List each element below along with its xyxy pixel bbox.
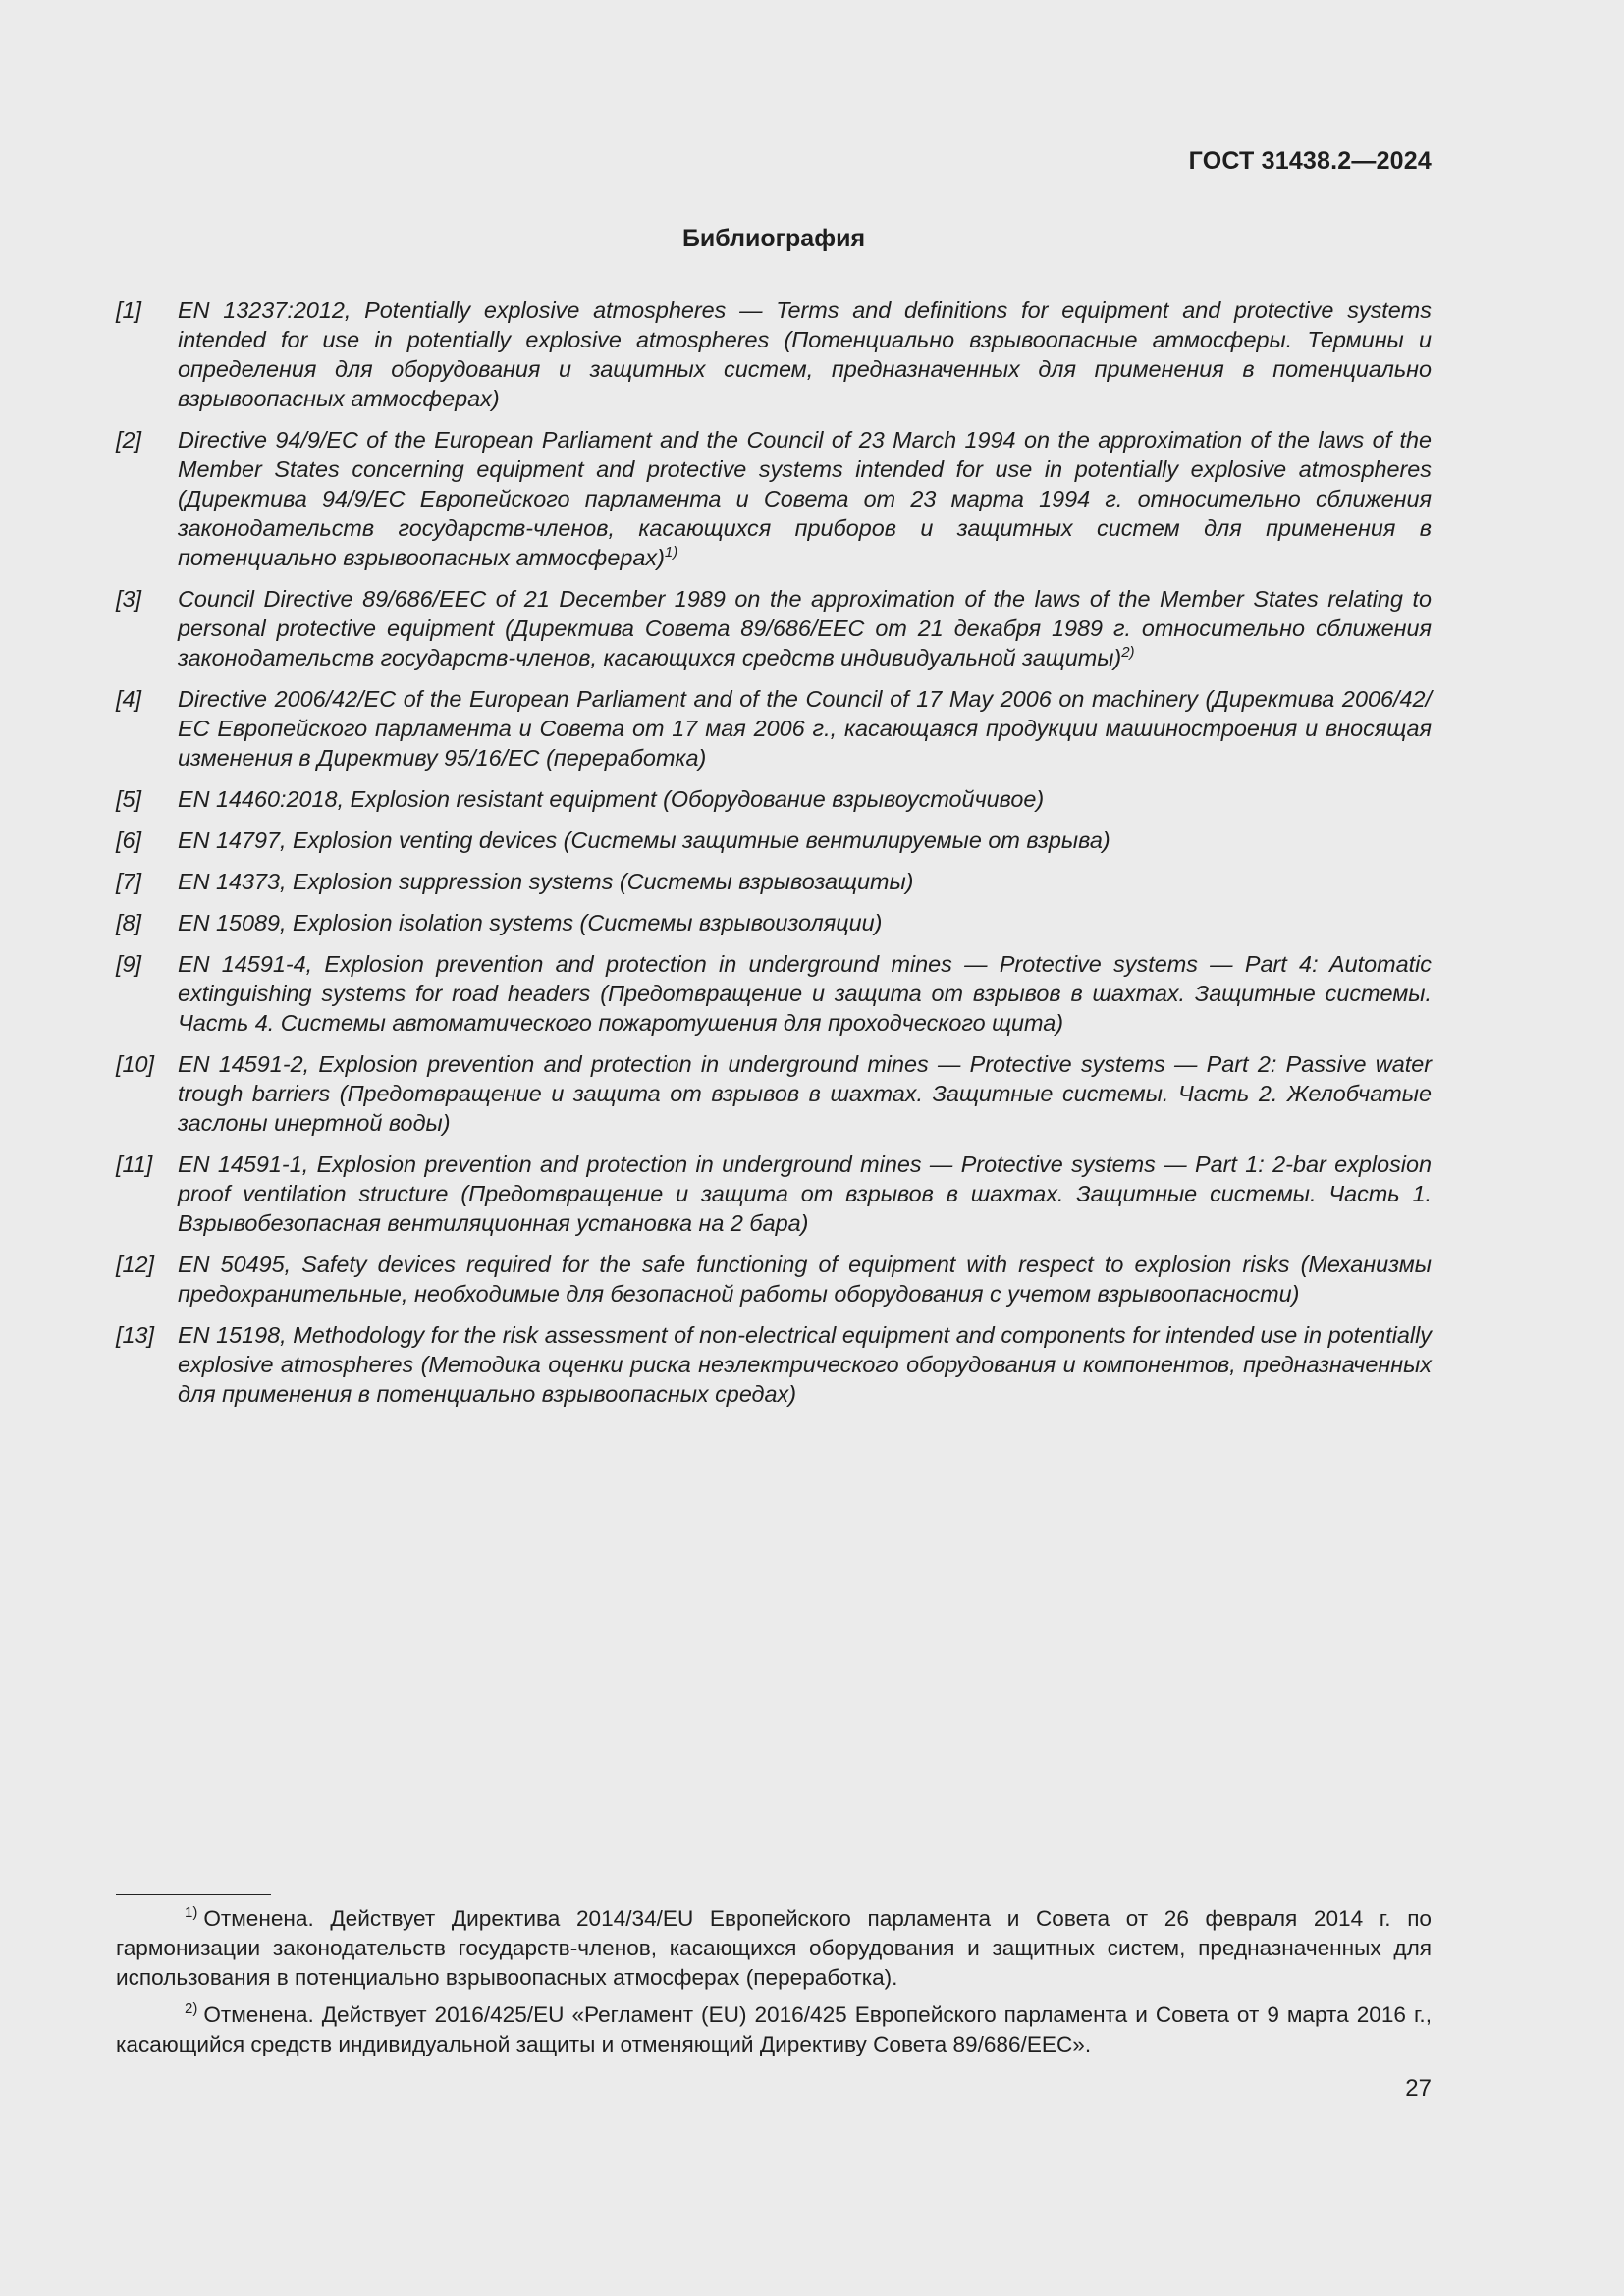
bibliography-entry — [116, 425, 1432, 572]
footnote — [116, 1904, 1432, 1993]
bibliography-entry — [116, 1149, 1432, 1238]
footnote-text: Отменена. Действует Директива 2014/34/EU Европейского парламента и Совета от 26 февраля 2014 г. по гармонизации законодательств государств-членов, касающихся оборудования и защитных систем, предназначенных для использования в потенциально взрывоопасных атмосферах (переработка). — [116, 1906, 1432, 1990]
entry-text: EN 13237:2012, Potentially explosive atmospheres — Terms and definitions for equipment and protective systems intended for use in potentially explosive atmospheres (Потенциально взрывоопасные атмосферы. Термины и определения для оборудования и защитных систем, предназначенных для применения в потенциально взрывоопасных атмосферах) — [178, 297, 1432, 411]
entry-number: [5] — [116, 786, 142, 812]
footnote-text: Отменена. Действует 2016/425/EU «Регламент (EU) 2016/425 Европейского парламента и Совета от 9 марта 2016 г., касающийся средств индивидуальной защиты и отменяющий Директиву Совета 89/686/EEC». — [116, 2002, 1432, 2056]
document-code: ГОСТ 31438.2—2024 — [1188, 147, 1432, 175]
entry-text: EN 50495, Safety devices required for the safe functioning of equipment with respect to explosion risks (Механизмы предохранительные, необходимые для безопасной работы оборудования с учетом взрывоопасности) — [178, 1252, 1432, 1307]
entry-number: [13] — [116, 1322, 155, 1348]
entry-number: [9] — [116, 951, 142, 977]
footnote-mark: 1) — [185, 1904, 198, 1922]
entry-text: EN 15198, Methodology for the risk assessment of non-electrical equipment and components for intended use in potentially explosive atmospheres (Методика оценки риска неэлектрического оборудования и компонентов, предназначенных для применения в потенциально взрывоопасных средах) — [178, 1322, 1432, 1407]
bibliography-entry — [116, 784, 1432, 814]
entry-text: Directive 2006/42/EC of the European Parliament and of the Council of 17 May 2006 on machinery (Директива 2006/42/ЕС Европейского парламента и Совета от 17 мая 2006 г., касающаяся продукции машиностроения и вносящая изменения в Директиву 95/16/ЕС (переработка) — [178, 686, 1432, 771]
entry-number: [8] — [116, 910, 142, 935]
entry-text: EN 14373, Explosion suppression systems (Системы взрывозащиты) — [178, 869, 914, 894]
bibliography-entry — [116, 1250, 1432, 1308]
section-title: Библиография — [681, 225, 866, 252]
entry-number: [11] — [116, 1151, 153, 1177]
bibliography-entry — [116, 295, 1432, 413]
footnote-mark: 2) — [185, 2001, 198, 2018]
entry-number: [12] — [116, 1252, 155, 1277]
entry-text: EN 14591-4, Explosion prevention and protection in underground mines — Protective systems — Part 4: Automatic extinguishing systems for road headers (Предотвращение и защита от взрывов в шахтах. Защитные системы. Часть 4. Системы автоматического пожаротушения для проходческого щита) — [178, 951, 1432, 1036]
entry-text: EN 14591-2, Explosion prevention and protection in underground mines — Protective systems — Part 2: Passive water trough barriers (Предотвращение и защита от взрывов в шахтах. Защитные системы. Часть 2. Желобчатые заслоны инертной воды) — [178, 1051, 1432, 1136]
entry-number: [7] — [116, 869, 142, 894]
entry-number: [4] — [116, 686, 142, 712]
entry-number: [2] — [116, 427, 142, 453]
bibliography-entry — [116, 1320, 1432, 1409]
bibliography-entry — [116, 908, 1432, 937]
entry-text: Directive 94/9/EC of the European Parliament and the Council of 23 March 1994 on the approximation of the laws of the Member States concerning equipment and protective systems intended for use in potentially explosive atmospheres (Директива 94/9/ЕС Европейского парламента и Совета от 23 марта 1994 г. относительно сближения законодательств государств-членов, касающихся приборов и защитных систем для применения в потенциально взрывоопасных атмосферах)$^{1)}$ — [178, 427, 1432, 570]
entry-text: EN 14460:2018, Explosion resistant equipment (Оборудование взрывоустойчивое) — [178, 786, 1045, 812]
entry-number: [10] — [116, 1051, 155, 1077]
bibliography-entry — [116, 684, 1432, 773]
bibliography-entry — [116, 949, 1432, 1038]
bibliography-entry — [116, 867, 1432, 896]
page-number: 27 — [1405, 2075, 1432, 2102]
entry-number: [6] — [116, 828, 142, 853]
bibliography-list — [116, 295, 1432, 1420]
bibliography-entry — [116, 584, 1432, 672]
footnote-reference[interactable]: 2) — [1121, 644, 1135, 662]
entry-number: [1] — [116, 297, 142, 323]
footnote — [116, 2001, 1432, 2059]
footnotes — [116, 1904, 1432, 2067]
footnote-divider — [116, 1894, 271, 1895]
footnote-reference[interactable]: 1) — [664, 544, 678, 561]
entry-text: Council Directive 89/686/EEC of 21 December 1989 on the approximation of the laws of the Member States relating to personal protective equipment (Директива Совета 89/686/ЕЕС от 21 декабря 1989 г. относительно сближения законодательств государств-членов, касающихся средств индивидуальной защиты)$^{2)}$ — [178, 586, 1432, 670]
bibliography-entry — [116, 826, 1432, 855]
document-page — [116, 0, 1432, 2296]
bibliography-entry — [116, 1049, 1432, 1138]
entry-text: EN 14591-1, Explosion prevention and protection in underground mines — Protective systems — Part 1: 2-bar explosion proof ventilation structure (Предотвращение и защита от взрывов в шахтах. Защитные системы. Часть 1. Взрывобезопасная вентиляционная установка на 2 бара) — [178, 1151, 1432, 1236]
entry-number: [3] — [116, 586, 142, 612]
entry-text: EN 15089, Explosion isolation systems (Системы взрывоизоляции) — [178, 910, 883, 935]
entry-text: EN 14797, Explosion venting devices (Системы защитные вентилируемые от взрыва) — [178, 828, 1110, 853]
